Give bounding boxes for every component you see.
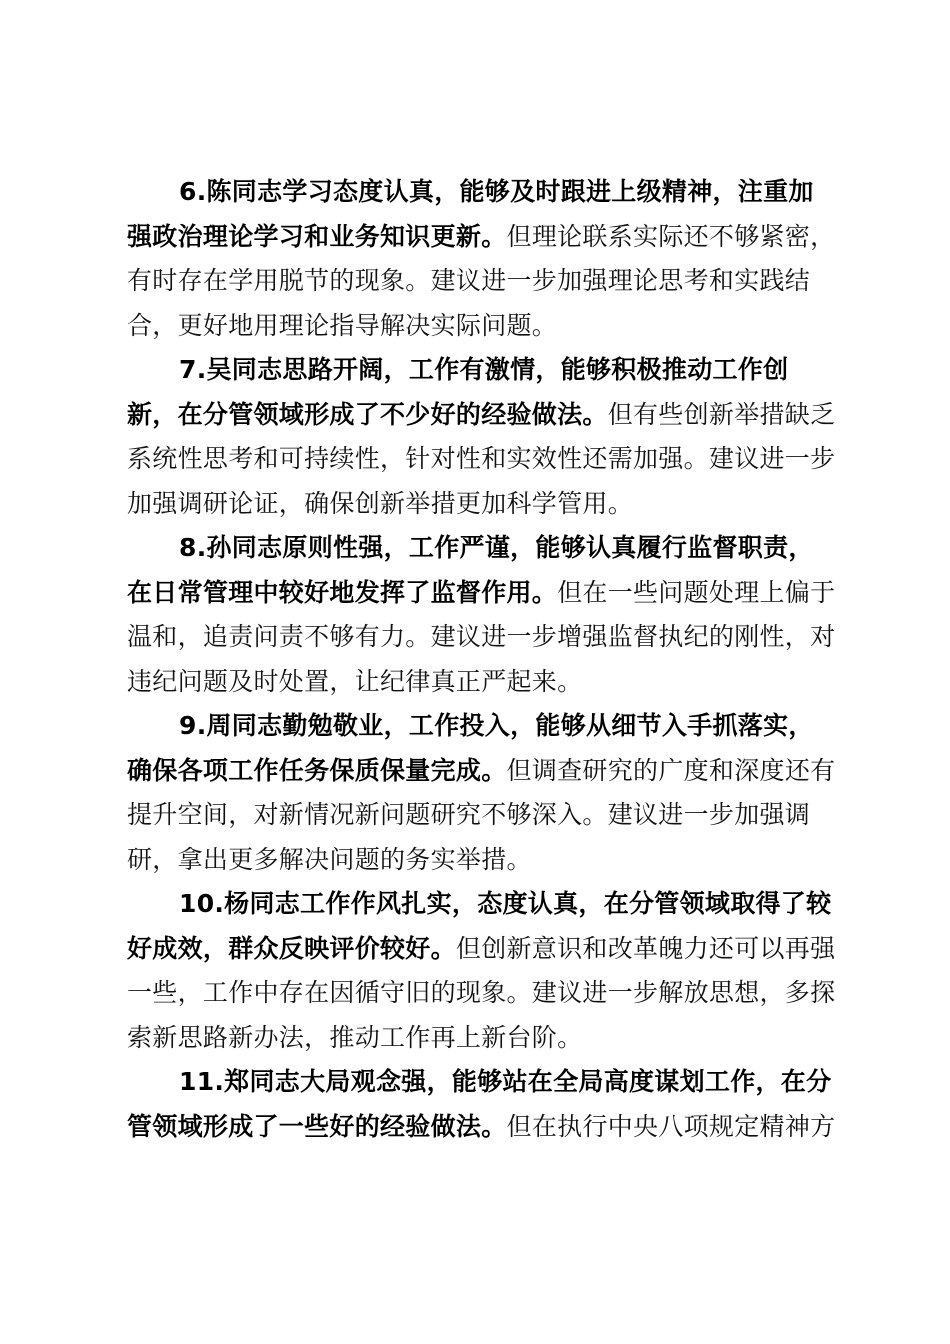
document-body: [127, 170, 837, 1149]
paragraph-10-text: 但创新意识和改革魄力还可以再强一些，工作中存在因循守旧的现象。建议进一步解放思想，多探索新思路新办法，推动工作再上新台阶。: [127, 933, 836, 1052]
paragraph-10: [127, 882, 837, 1060]
paragraph-6: [127, 170, 837, 348]
paragraph-8: [127, 526, 837, 704]
paragraph-9-lead: 9.周同志勤勉敬业，工作投入，能够从细节入手抓落实，确保各项工作任务保质保量完成。: [127, 711, 814, 785]
paragraph-11-text: 但在执行中央八项规定精神方: [506, 1111, 836, 1141]
paragraph-11: [127, 1060, 837, 1149]
paragraph-6-text: 但理论联系实际还不够紧密，有时存在学用脱节的现象。建议进一步加强理论思考和实践结合，更好地用理论指导解决实际问题。: [127, 221, 836, 340]
paragraph-10-lead: 10.杨同志工作作风扎实，态度认真，在分管领域取得了较好成效，群众反映评价较好。: [127, 889, 832, 963]
paragraph-11-lead: 11.郑同志大局观念强，能够站在全局高度谋划工作，在分管领域形成了一些好的经验做法。: [127, 1067, 832, 1141]
paragraph-9-text: 但调查研究的广度和深度还有提升空间，对新情况新问题研究不够深入。建议进一步加强调研，拿出更多解决问题的务实举措。: [127, 755, 836, 874]
paragraph-7: [127, 348, 837, 526]
paragraph-8-lead: 8.孙同志原则性强，工作严谨，能够认真履行监督职责，在日常管理中较好地发挥了监督作用。: [127, 533, 814, 607]
paragraph-9: [127, 704, 837, 882]
paragraph-7-text: 但有些创新举措缺乏系统性思考和可持续性，针对性和实效性还需加强。建议进一步加强调研论证，确保创新举措更加科学管用。: [127, 399, 836, 518]
paragraph-8-text: 但在一些问题处理上偏于温和，追责问责不够有力。建议进一步增强监督执纪的刚性，对违纪问题及时处置，让纪律真正严起来。: [127, 577, 836, 696]
paragraph-6-lead: 6.陈同志学习态度认真，能够及时跟进上级精神，注重加强政治理论学习和业务知识更新。: [127, 177, 814, 251]
paragraph-7-lead: 7.吴同志思路开阔，工作有激情，能够积极推动工作创新，在分管领域形成了不少好的经验做法。: [127, 355, 789, 429]
